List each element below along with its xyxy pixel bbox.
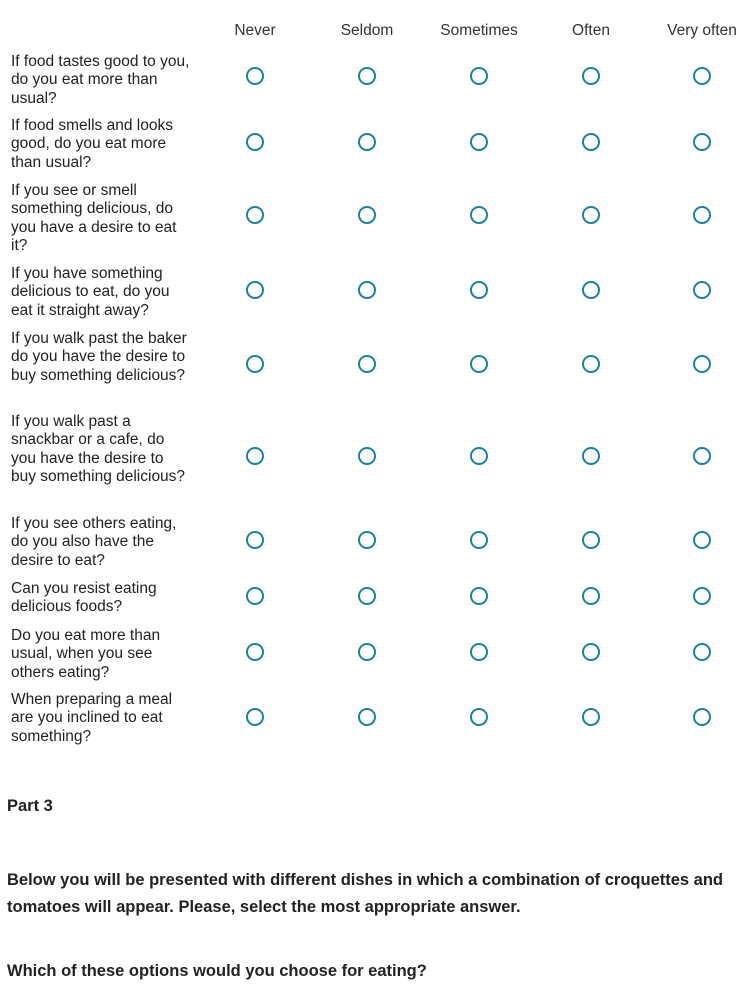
column-header-sometimes: Sometimes <box>440 22 518 39</box>
radio-never[interactable] <box>246 355 264 373</box>
radio-sometimes[interactable] <box>470 206 488 224</box>
question-text: If food tastes good to you, do you eat more than usual? <box>11 53 190 107</box>
radio-seldom[interactable] <box>358 587 376 605</box>
radio-very-often[interactable] <box>693 708 711 726</box>
radio-sometimes[interactable] <box>470 447 488 465</box>
radio-seldom[interactable] <box>358 67 376 85</box>
radio-often[interactable] <box>582 206 600 224</box>
radio-sometimes[interactable] <box>470 531 488 549</box>
column-header-never: Never <box>234 22 276 39</box>
radio-sometimes[interactable] <box>470 67 488 85</box>
radio-often[interactable] <box>582 281 600 299</box>
next-question: Which of these options would you choose for eating? <box>7 962 427 980</box>
radio-seldom[interactable] <box>358 133 376 151</box>
radio-never[interactable] <box>246 447 264 465</box>
radio-sometimes[interactable] <box>470 355 488 373</box>
question-text: When preparing a meal are you inclined to eat something? <box>11 691 173 745</box>
radio-never[interactable] <box>246 206 264 224</box>
radio-sometimes[interactable] <box>470 708 488 726</box>
radio-sometimes[interactable] <box>470 281 488 299</box>
radio-seldom[interactable] <box>358 281 376 299</box>
radio-never[interactable] <box>246 531 264 549</box>
radio-often[interactable] <box>582 587 600 605</box>
radio-never[interactable] <box>246 67 264 85</box>
radio-very-often[interactable] <box>693 531 711 549</box>
radio-seldom[interactable] <box>358 355 376 373</box>
radio-often[interactable] <box>582 67 600 85</box>
radio-seldom[interactable] <box>358 643 376 661</box>
column-header-seldom: Seldom <box>340 22 394 39</box>
question-text: If you have something delicious to eat, do you eat it straight away? <box>11 265 170 319</box>
radio-very-often[interactable] <box>693 587 711 605</box>
radio-very-often[interactable] <box>693 447 711 465</box>
radio-seldom[interactable] <box>358 531 376 549</box>
radio-never[interactable] <box>246 281 264 299</box>
radio-very-often[interactable] <box>693 355 711 373</box>
radio-never[interactable] <box>246 133 264 151</box>
part-intro: Below you will be presented with different dishes in which a combination of croquettes and tomatoes will appear. Please, select the most appropriate answer. <box>7 871 724 916</box>
radio-very-often[interactable] <box>693 67 711 85</box>
radio-often[interactable] <box>582 643 600 661</box>
radio-never[interactable] <box>246 643 264 661</box>
column-header-very-often: Very often <box>667 22 737 39</box>
radio-often[interactable] <box>582 133 600 151</box>
radio-often[interactable] <box>582 355 600 373</box>
question-text: If you walk past the baker do you have the desire to buy something delicious? <box>11 330 187 384</box>
radio-sometimes[interactable] <box>470 643 488 661</box>
radio-very-often[interactable] <box>693 133 711 151</box>
question-text: Do you eat more than usual, when you see others eating? <box>11 627 161 681</box>
question-text: If you walk past a snackbar or a cafe, do you have the desire to buy something delicious? <box>11 413 186 485</box>
radio-very-often[interactable] <box>693 281 711 299</box>
radio-sometimes[interactable] <box>470 587 488 605</box>
radio-never[interactable] <box>246 708 264 726</box>
radio-never[interactable] <box>246 587 264 605</box>
radio-often[interactable] <box>582 531 600 549</box>
radio-very-often[interactable] <box>693 206 711 224</box>
radio-seldom[interactable] <box>358 447 376 465</box>
radio-often[interactable] <box>582 708 600 726</box>
part-title: Part 3 <box>7 797 53 815</box>
column-header-often: Often <box>572 22 610 39</box>
question-text: If food smells and looks good, do you eat more than usual? <box>11 117 173 171</box>
radio-sometimes[interactable] <box>470 133 488 151</box>
question-text: If you see others eating, do you also have the desire to eat? <box>11 515 177 569</box>
radio-very-often[interactable] <box>693 643 711 661</box>
question-text: If you see or smell something delicious, do you have a desire to eat it? <box>11 182 177 254</box>
radio-often[interactable] <box>582 447 600 465</box>
question-text: Can you resist eating delicious foods? <box>11 580 157 616</box>
radio-seldom[interactable] <box>358 206 376 224</box>
radio-seldom[interactable] <box>358 708 376 726</box>
